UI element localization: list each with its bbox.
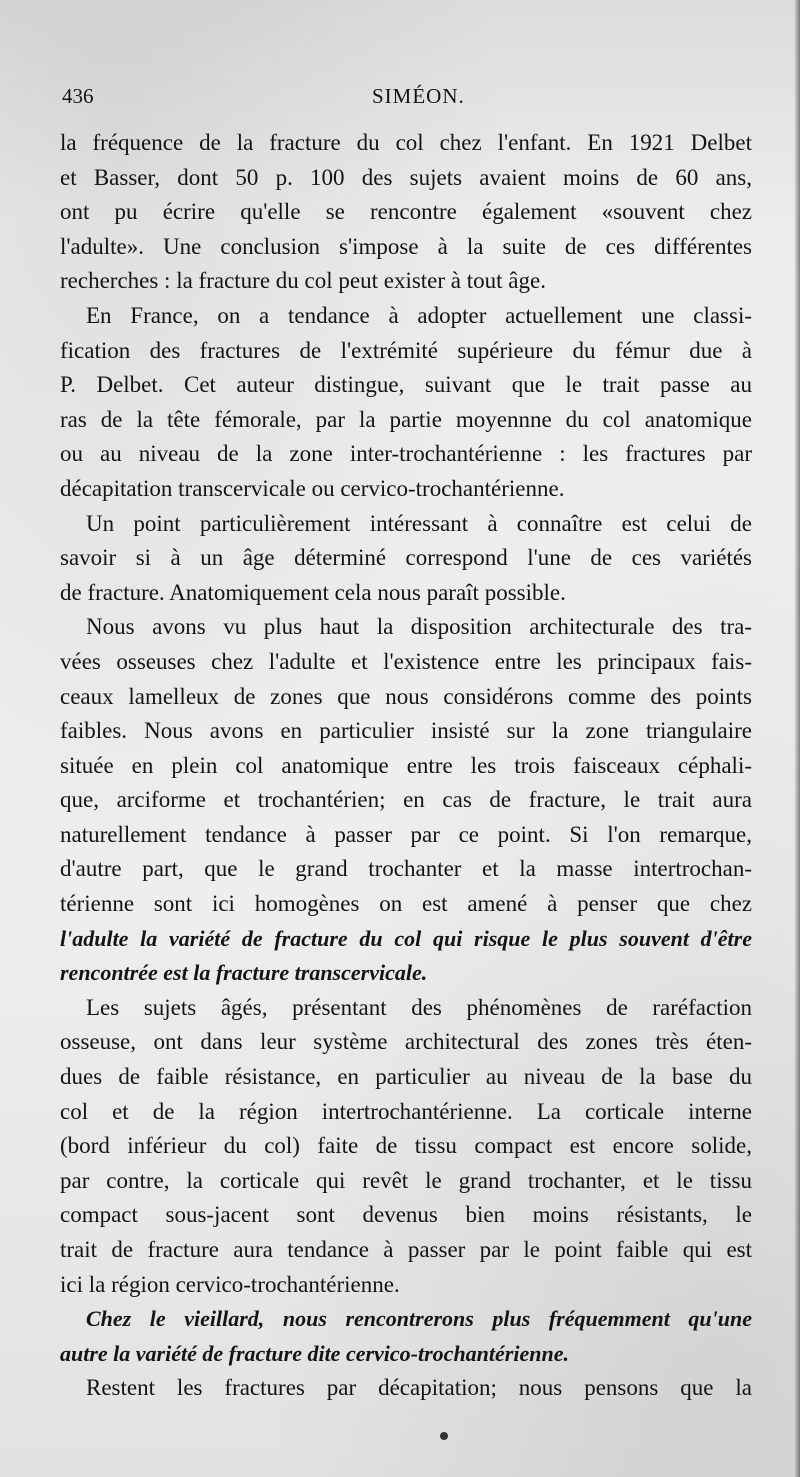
- text-line: térienne sont ici homogènes on est amené à penser que chez: [60, 891, 752, 917]
- text-line: vées osseuses chez l'adulte et l'existence entre les principaux fais-: [60, 648, 752, 674]
- text-line: (bord inférieur du col) faite de tissu compact est encore solide,: [60, 1133, 752, 1159]
- text-line-italic: autre la variété de fracture dite cervico-trochantérienne.: [60, 1340, 569, 1366]
- text-line: que, arciforme et trochantérien; en cas de fracture, le trait aura: [60, 787, 752, 813]
- text-line: ici la région cervico-trochantérienne.: [60, 1271, 400, 1297]
- text-line: P. Delbet. Cet auteur distingue, suivant que le trait passe au: [60, 372, 752, 398]
- text-line: de fracture. Anatomiquement cela nous paraît possible.: [60, 579, 566, 605]
- text-line: savoir si à un âge déterminé correspond l'une de ces variétés: [60, 545, 752, 571]
- body-text: [60, 126, 752, 1406]
- text-line-italic: l'adulte la variété de fracture du col qui risque le plus souvent d'être: [60, 925, 752, 951]
- text-line: Les sujets âgés, présentant des phénomènes de raréfaction: [86, 994, 752, 1020]
- text-line: naturellement tendance à passer par ce point. Si l'on remarque,: [60, 821, 752, 847]
- text-line: située en plein col anatomique entre les trois faisceaux céphali-: [60, 752, 752, 778]
- text-line: En France, on a tendance à adopter actuellement une classi-: [86, 302, 752, 328]
- text-line: trait de fracture aura tendance à passer par le point faible qui est: [60, 1237, 752, 1262]
- text-line: ceaux lamelleux de zones que nous considérons comme des points: [60, 683, 752, 709]
- text-line-italic: Chez le vieillard, nous rencontrerons plus fréquemment qu'une: [86, 1306, 752, 1332]
- text-line: par contre, la corticale qui revêt le grand trochanter, et le tissu: [60, 1167, 752, 1193]
- text-line: Un point particulièrement intéressant à connaître est celui de: [86, 510, 752, 536]
- text-line: ont pu écrire qu'elle se rencontre également «souvent chez: [60, 199, 752, 225]
- text-line: osseuse, ont dans leur système architectural des zones très éten-: [60, 1029, 752, 1055]
- text-line: ou au niveau de la zone inter-trochantérienne : les fractures par: [60, 441, 752, 467]
- text-line: compact sous-jacent sont devenus bien moins résistants, le: [60, 1202, 752, 1228]
- text-line: recherches : la fracture du col peut exister à tout âge.: [60, 268, 546, 294]
- text-line: décapitation transcervicale ou cervico-trochantérienne.: [60, 475, 565, 501]
- text-line: Nous avons vu plus haut la disposition architecturale des tra-: [86, 614, 752, 640]
- text-line: et Basser, dont 50 p. 100 des sujets avaient moins de 60 ans,: [60, 164, 752, 190]
- text-line: col et de la région intertrochantérienne. La corticale interne: [60, 1098, 752, 1124]
- text-line: fication des fractures de l'extrémité supérieure du fémur due à: [60, 337, 752, 363]
- running-head: SIMÉON.: [372, 84, 465, 108]
- text-line: la fréquence de la fracture du col chez l'enfant. En 1921 Delbet: [60, 130, 752, 155]
- text-line-italic: rencontrée est la fracture transcervicale.: [60, 960, 428, 986]
- page-number: 436: [62, 84, 94, 108]
- text-line: d'autre part, que le grand trochanter et la masse intertrochan-: [60, 856, 752, 882]
- text-line: ras de la tête fémorale, par la partie moyennne du col anatomique: [60, 406, 752, 432]
- page-edge-shadow: [794, 0, 800, 1477]
- text-line: Restent les fractures par décapitation; nous pensons que la: [86, 1375, 752, 1401]
- text-line: faibles. Nous avons en particulier insisté sur la zone triangulaire: [60, 718, 752, 744]
- text-line: l'adulte». Une conclusion s'impose à la suite de ces différentes: [60, 233, 752, 259]
- text-line: dues de faible résistance, en particulier au niveau de la base du: [60, 1064, 752, 1090]
- ink-speck: [440, 1432, 448, 1440]
- page-header: [62, 84, 752, 116]
